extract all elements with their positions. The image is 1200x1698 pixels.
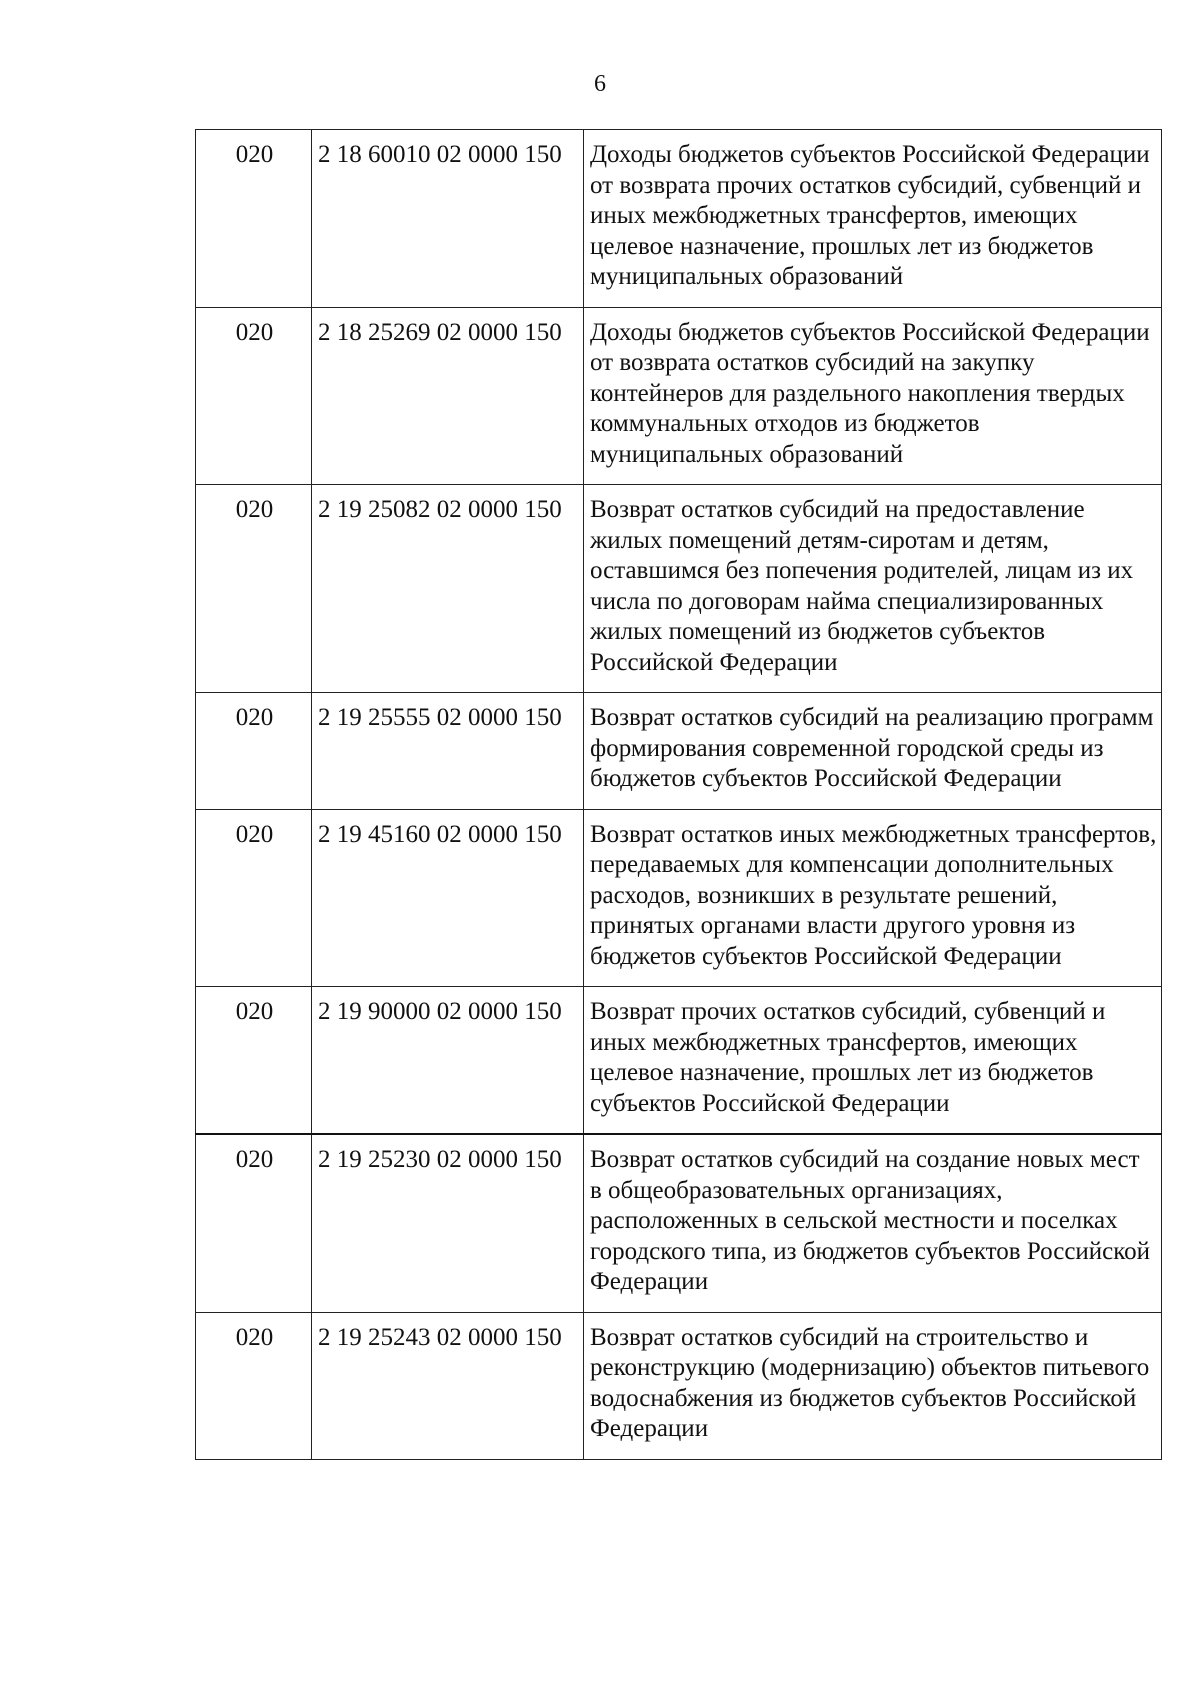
admin-code-cell: 020 (196, 485, 312, 693)
description-cell: Возврат остатков субсидий на создание новых мест в общеобразовательных организациях, расположенных в сельской местности и поселках городского типа, из бюджетов субъектов Российской Федерации (584, 1134, 1162, 1312)
description-cell: Возврат остатков субсидий на строительство и реконструкцию (модернизацию) объектов питьевого водоснабжения из бюджетов субъектов Российской Федерации (584, 1312, 1162, 1459)
table-row (196, 1312, 1162, 1459)
description-cell: Возврат остатков иных межбюджетных трансфертов, передаваемых для компенсации дополнительных расходов, возникших в результате решений, принятых органами власти другого уровня из бюджетов субъектов Российской Федерации (584, 809, 1162, 987)
table-row (196, 987, 1162, 1135)
table-row (196, 130, 1162, 308)
admin-code-cell: 020 (196, 1312, 312, 1459)
admin-code-cell: 020 (196, 987, 312, 1135)
table-row (196, 693, 1162, 810)
budget-code-cell: 2 19 25230 02 0000 150 (312, 1134, 584, 1312)
admin-code-cell: 020 (196, 693, 312, 810)
budget-codes-table (195, 129, 1162, 1460)
table-row (196, 1134, 1162, 1312)
admin-code-cell: 020 (196, 130, 312, 308)
table-row (196, 485, 1162, 693)
budget-code-cell: 2 19 25082 02 0000 150 (312, 485, 584, 693)
budget-code-cell: 2 19 25243 02 0000 150 (312, 1312, 584, 1459)
description-cell: Возврат остатков субсидий на предоставление жилых помещений детям-сиротам и детям, оставшимся без попечения родителей, лицам из их числа по договорам найма специализированных жилых помещений из бюджетов субъектов Российской Федерации (584, 485, 1162, 693)
table-row (196, 307, 1162, 485)
admin-code-cell: 020 (196, 307, 312, 485)
budget-code-cell: 2 18 25269 02 0000 150 (312, 307, 584, 485)
description-cell: Возврат прочих остатков субсидий, субвенций и иных межбюджетных трансфертов, имеющих целевое назначение, прошлых лет из бюджетов субъектов Российской Федерации (584, 987, 1162, 1135)
budget-code-cell: 2 18 60010 02 0000 150 (312, 130, 584, 308)
admin-code-cell: 020 (196, 809, 312, 987)
description-cell: Доходы бюджетов субъектов Российской Федерации от возврата остатков субсидий на закупку контейнеров для раздельного накопления твердых коммунальных отходов из бюджетов муниципальных образований (584, 307, 1162, 485)
budget-code-cell: 2 19 25555 02 0000 150 (312, 693, 584, 810)
description-cell: Доходы бюджетов субъектов Российской Федерации от возврата прочих остатков субсидий, субвенций и иных межбюджетных трансфертов, имеющих целевое назначение, прошлых лет из бюджетов муниципальных образований (584, 130, 1162, 308)
page-number: 6 (594, 71, 606, 97)
description-cell: Возврат остатков субсидий на реализацию программ формирования современной городской среды из бюджетов субъектов Российской Федерации (584, 693, 1162, 810)
budget-code-cell: 2 19 90000 02 0000 150 (312, 987, 584, 1135)
budget-code-cell: 2 19 45160 02 0000 150 (312, 809, 584, 987)
admin-code-cell: 020 (196, 1134, 312, 1312)
table-row (196, 809, 1162, 987)
